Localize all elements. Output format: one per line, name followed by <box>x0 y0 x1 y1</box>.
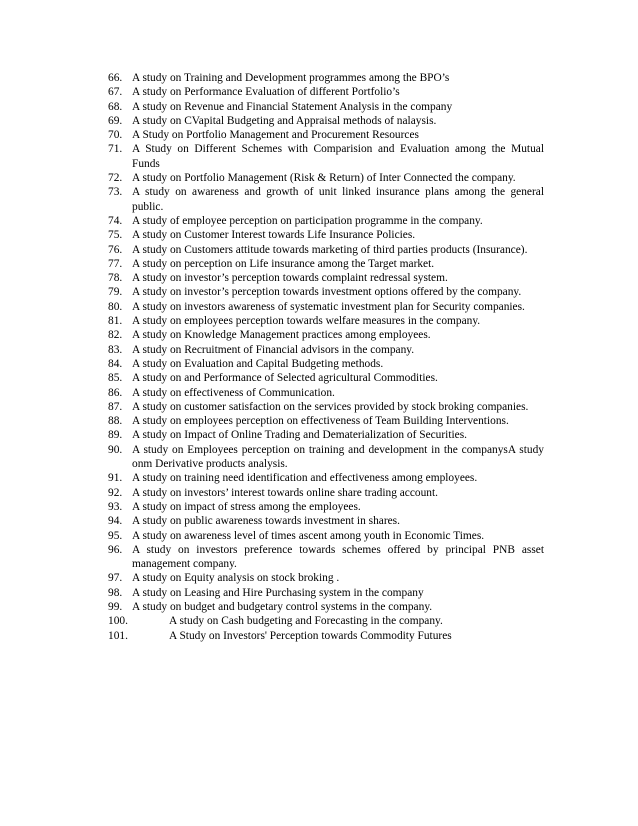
list-item <box>108 386 544 400</box>
item-text: A study on investor’s perception towards complaint redressal system. <box>132 272 448 285</box>
list-item <box>108 614 544 628</box>
item-text: A study on Customers attitude towards marketing of third parties products (Insurance). <box>132 243 528 256</box>
item-number: 97. <box>108 572 123 585</box>
item-text: A study on employees perception on effectiveness of Team Building Interventions. <box>132 415 509 428</box>
item-number: 75. <box>108 229 123 242</box>
item-number: 71. <box>108 143 123 156</box>
item-number: 76. <box>108 243 123 256</box>
item-text: A study on effectiveness of Communication. <box>132 386 335 399</box>
list-item <box>108 600 544 614</box>
item-number: 95. <box>108 529 123 542</box>
list-item <box>108 228 544 242</box>
item-text: A study on Equity analysis on stock broking . <box>132 572 340 585</box>
list-item <box>108 257 544 271</box>
item-text: A study on impact of stress among the employees. <box>132 500 361 513</box>
item-text: A study on awareness level of times ascent among youth in Economic Times. <box>132 529 485 542</box>
item-text: A Study on Investors' Perception towards Commodity Futures <box>169 629 452 642</box>
item-number: 68. <box>108 100 123 113</box>
item-text: A study on Cash budgeting and Forecasting in the company. <box>169 615 443 628</box>
item-text: A study on Leasing and Hire Purchasing system in the company <box>132 586 424 599</box>
item-number: 92. <box>108 486 123 499</box>
item-number: 96. <box>108 543 123 556</box>
item-text: A study on Customer Interest towards Life Insurance Policies. <box>132 229 416 242</box>
list-item <box>108 343 544 357</box>
item-number: 94. <box>108 515 123 528</box>
list-item <box>108 285 544 299</box>
list-item <box>108 443 544 472</box>
item-text: A study on investors’ interest towards online share trading account. <box>132 486 438 499</box>
item-text: A study on Performance Evaluation of different Portfolio’s <box>132 86 400 99</box>
list-item <box>108 243 544 257</box>
item-text: A study on Revenue and Financial Statement Analysis in the company <box>132 100 453 113</box>
item-text: A study on Knowledge Management practices among employees. <box>132 329 431 342</box>
list-item <box>108 586 544 600</box>
item-text: A study on and Performance of Selected agricultural Commodities. <box>132 372 438 385</box>
list-item <box>108 142 544 171</box>
item-number: 74. <box>108 214 123 227</box>
list-item <box>108 543 544 572</box>
item-number: 66. <box>108 72 123 84</box>
list-item <box>108 486 544 500</box>
item-text: A study on Portfolio Management (Risk & Return) of Inter Connected the company. <box>132 172 516 185</box>
item-number: 85. <box>108 372 123 385</box>
list-item <box>108 571 544 585</box>
item-text: A study on investor’s perception towards investment options offered by the company. <box>132 286 522 299</box>
list-item <box>108 529 544 543</box>
item-text: A study on Evaluation and Capital Budgeting methods. <box>132 357 384 370</box>
item-number: 91. <box>108 472 123 485</box>
list-item <box>108 471 544 485</box>
item-text: A study on training need identification and effectiveness among employees. <box>132 472 478 485</box>
item-number: 89. <box>108 429 123 442</box>
item-number: 67. <box>108 86 123 99</box>
item-text: A study on employees perception towards welfare measures in the company. <box>132 315 481 328</box>
list-item <box>108 85 544 99</box>
item-number: 87. <box>108 400 123 413</box>
list-item <box>108 271 544 285</box>
list-item <box>108 371 544 385</box>
item-text: A study on Recruitment of Financial advisors in the company. <box>132 343 415 356</box>
item-text: A study of employee perception on participation programme in the company. <box>132 214 483 227</box>
item-number: 73. <box>108 186 123 199</box>
list-item <box>108 185 544 214</box>
item-text: A study on investors awareness of systematic investment plan for Security companies. <box>132 300 525 313</box>
item-number: 101. <box>108 629 128 642</box>
item-number: 86. <box>108 386 123 399</box>
item-number: 70. <box>108 129 123 142</box>
item-number: 83. <box>108 343 123 356</box>
item-text: A study on Impact of Online Trading and Dematerialization of Securities. <box>132 429 468 442</box>
item-number: 81. <box>108 315 123 328</box>
item-text: A Study on Portfolio Management and Procurement Resources <box>132 129 419 142</box>
item-number: 88. <box>108 415 123 428</box>
list-item <box>108 171 544 185</box>
item-text: A study on Training and Development programmes among the BPO’s <box>132 72 450 84</box>
list-item <box>108 314 544 328</box>
item-number: 99. <box>108 600 123 613</box>
item-number: 72. <box>108 172 123 185</box>
item-number: 90. <box>108 443 123 456</box>
item-text: A study on perception on Life insurance among the Target market. <box>132 257 435 270</box>
list-item <box>108 514 544 528</box>
item-number: 78. <box>108 272 123 285</box>
list-item <box>108 128 544 142</box>
item-number: 93. <box>108 500 123 513</box>
item-text: A study on public awareness towards investment in shares. <box>132 515 400 528</box>
list-item <box>108 100 544 114</box>
item-number: 79. <box>108 286 123 299</box>
item-text: A study on budget and budgetary control systems in the company. <box>132 600 433 613</box>
list-item <box>108 414 544 428</box>
item-number: 100. <box>108 615 128 628</box>
item-text: A study on investors preference towards schemes offered by principal PNB asset management company. <box>132 543 544 571</box>
list-item <box>108 400 544 414</box>
list-item <box>108 357 544 371</box>
item-text: A study on customer satisfaction on the services provided by stock broking companies. <box>132 400 529 413</box>
list-item <box>108 328 544 342</box>
item-number: 82. <box>108 329 123 342</box>
list-item <box>108 428 544 442</box>
item-text: A Study on Different Schemes with Comparision and Evaluation among the Mutual Funds <box>132 143 544 170</box>
project-topic-list <box>108 71 544 643</box>
item-number: 98. <box>108 586 123 599</box>
item-number: 80. <box>108 300 123 313</box>
list-item <box>108 114 544 128</box>
list-item <box>108 214 544 228</box>
item-number: 84. <box>108 357 123 370</box>
item-text: A study on awareness and growth of unit linked insurance plans among the general public. <box>132 186 544 213</box>
item-number: 77. <box>108 257 123 270</box>
list-item <box>108 629 544 643</box>
list-item <box>108 71 544 85</box>
list-item <box>108 300 544 314</box>
item-number: 69. <box>108 114 123 127</box>
item-text: A study on CVapital Budgeting and Appraisal methods of nalaysis. <box>132 114 437 127</box>
item-text: A study on Employees perception on training and development in the companysA study onm Derivative products analysis. <box>132 443 544 471</box>
list-item <box>108 500 544 514</box>
